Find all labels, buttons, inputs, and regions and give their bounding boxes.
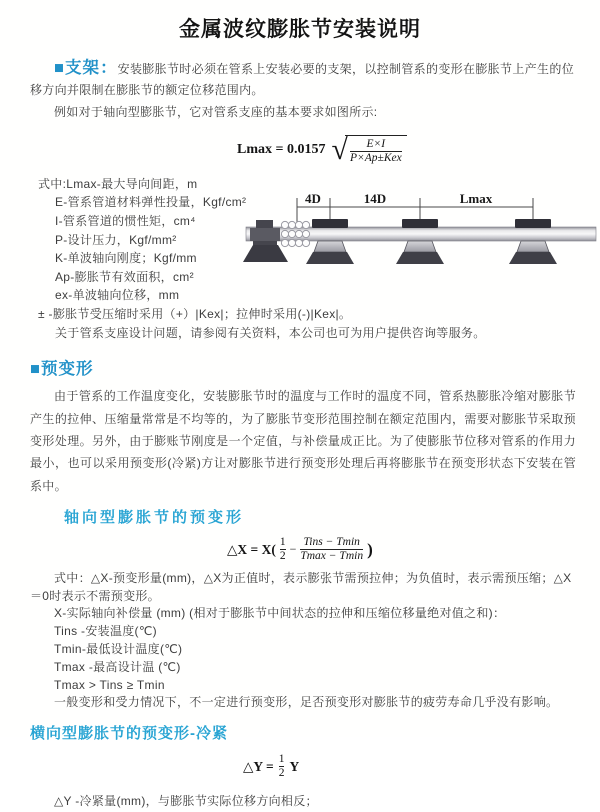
- subsection-heading-lateral: 横向型膨胀节的预变形-冷紧: [30, 725, 228, 743]
- axial-note: Tmin-最低设计温度(℃): [54, 642, 183, 657]
- temp-denominator: Tmax − Tmin: [300, 550, 364, 562]
- definition-item: Ap-膨胀节有效面积，cm²: [55, 269, 194, 284]
- sqrt-expression: [331, 135, 406, 165]
- lateral-predeform-formula: [243, 753, 600, 780]
- axial-note: Tmax -最高设计温 (℃): [54, 659, 181, 674]
- half-denominator: 2: [279, 550, 286, 562]
- axial-formula-prefix: △X = X(: [227, 541, 276, 557]
- lmax-formula: [237, 135, 600, 165]
- page-title: 金属波纹膨胀节安装说明: [179, 18, 421, 41]
- sqrt-numerator: E×I: [366, 138, 386, 150]
- axial-note: Tins -安装温度(℃): [54, 624, 157, 639]
- half-denominator: 2: [278, 767, 285, 780]
- consult-note: 关于管系支座设计问题，请参阅有关资料，本公司也可为用户提供咨询等服务。: [55, 325, 486, 340]
- temperature-fraction: [300, 536, 363, 563]
- subsection-heading-axial: 轴向型膨胀节的预变形: [64, 509, 245, 527]
- guide-support: [509, 219, 557, 264]
- axial-formula-suffix: ): [367, 539, 373, 559]
- definition-item: ex-单波轴向位移，mm: [55, 288, 180, 303]
- axial-note: 式中：△X-预变形量(mm)，△X为正值时，表示膨张节需预拉伸；为负值时，表示需预压缩；△X＝0时表示不需预变形。: [30, 570, 572, 603]
- support-intro-paragraph: [30, 58, 574, 101]
- guide-support: [306, 219, 354, 264]
- plusminus-note: ± -膨胀节受压缩时采用（+）|Kex|；拉伸时采用(-)|Kex|。: [38, 306, 352, 321]
- half-numerator: 1: [279, 536, 286, 549]
- predeform-paragraph: 由于管系的工作温度变化，安装膨胀节时的温度与工作时的温度不同，管系热膨胀冷缩对膨胀节产生的拉伸、压缩量常常是不均等的，为了膨胀节变形范围控制在额定范围内，需要对膨胀节采取预变形处理。另外，由于膨账节刚度是一个定值，与补偿量成正比。为了使膨胀节位移对管系的作用力最小，也可以采用预变形(冷紧)方让对膨胀节进行预变形处理后再将膨胀节在预变形状态下安装在管系中。: [30, 389, 576, 493]
- lateral-formula-prefix: △Y =: [243, 758, 274, 774]
- axial-note: Tmax > Tins ≥ Tmin: [54, 677, 165, 692]
- sqrt-denominator: P×Ap±Kex: [349, 151, 402, 164]
- one-half-fraction: [280, 536, 286, 563]
- section-heading-predeform: ■预变形: [30, 360, 94, 379]
- temp-numerator: Tins − Tmin: [303, 536, 360, 549]
- support-intro-text: 安装膨胀节时必须在管系上安装必要的支架，以控制管系的变形在膨胀节上产生的位移方向并限制在膨胀节的额定位移范围内。: [30, 62, 574, 97]
- definition-item: E-管系管道材料弹性投量，Kgf/cm²: [55, 195, 247, 210]
- pipe-support-diagram: [243, 190, 600, 286]
- lmax-formula-lhs: Lmax = 0.0157: [237, 141, 326, 157]
- bellows: [281, 221, 309, 246]
- axial-note: 一般变形和受力情况下，不一定进行预变形，足否预变形对膨胀节的疲劳寿命几乎没有影响。: [54, 695, 559, 710]
- axial-formula-operator: −: [289, 542, 297, 556]
- guide-support: [396, 219, 444, 264]
- dim-label-lmax: Lmax: [459, 191, 493, 206]
- definitions-intro: 式中:Lmax-最大导向间距，m: [38, 176, 198, 191]
- dim-label-14d: 14D: [363, 191, 387, 206]
- axial-predeform-formula: [227, 536, 600, 563]
- definition-item: K-单波轴向刚度；Kgf/mm: [55, 251, 197, 266]
- support-example-line: 例如对于轴向型膨胀节，它对管系支座的基本要求如图所示:: [54, 105, 378, 119]
- half-numerator: 1: [278, 753, 285, 766]
- definition-item: I-管系管道的惯性矩，cm⁴: [55, 213, 196, 228]
- dim-label-4d: 4D: [305, 191, 321, 206]
- section-heading-support: ■支架：: [54, 59, 118, 77]
- lateral-formula-suffix: Y: [289, 758, 300, 774]
- lateral-note: △Y -冷紧量(mm)，与膨胀节实际位移方向相反；: [54, 794, 318, 808]
- axial-note: X-实际轴向补偿量 (mm) (相对于膨胀节中间状态的拉伸和压缩位移量绝对值之和)：: [54, 606, 506, 621]
- one-half-fraction: [279, 753, 285, 780]
- axial-notes: [30, 570, 576, 712]
- definition-item: P-设计压力，Kgf/mm²: [55, 232, 177, 247]
- radical-sign: √: [331, 133, 348, 167]
